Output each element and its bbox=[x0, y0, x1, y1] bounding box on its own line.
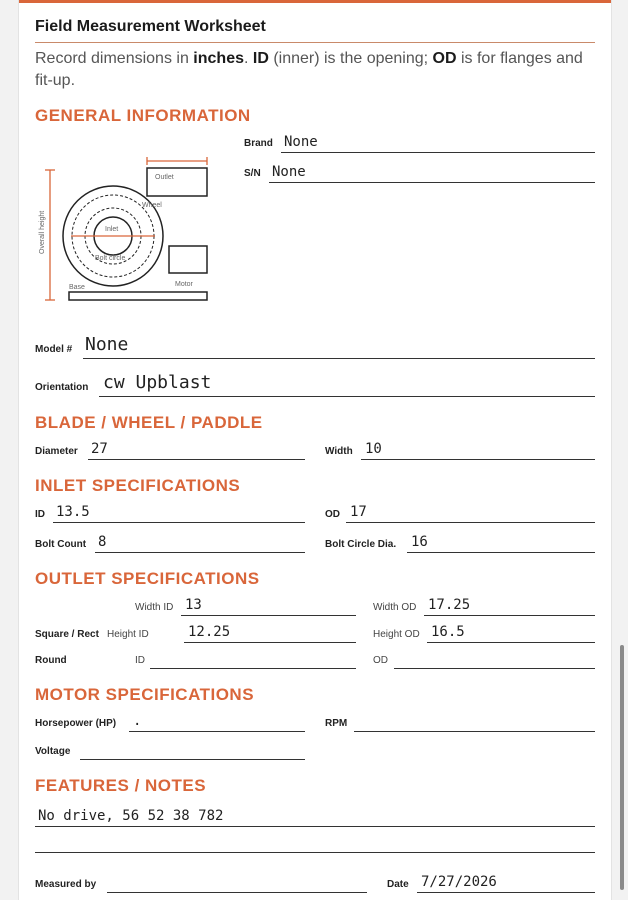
height-id-label: Height ID bbox=[107, 629, 149, 640]
rpm-field[interactable] bbox=[354, 731, 595, 732]
square-rect-label: Square / Rect bbox=[35, 629, 99, 640]
sn-value[interactable]: None bbox=[272, 164, 306, 180]
notes-line-1-value[interactable]: No drive, 56 52 38 782 bbox=[38, 808, 224, 824]
width-id-field[interactable] bbox=[181, 615, 356, 616]
width-id-label: Width ID bbox=[135, 602, 174, 613]
brand-value[interactable]: None bbox=[284, 134, 318, 150]
inlet-od-field[interactable] bbox=[346, 522, 595, 523]
section-blade-heading: BLADE / WHEEL / PADDLE bbox=[35, 413, 263, 432]
inlet-id-field[interactable] bbox=[53, 522, 305, 523]
diagram-overall-height-label: Overall height bbox=[39, 210, 46, 254]
round-od-label: OD bbox=[373, 655, 388, 666]
width-id-value[interactable]: 13 bbox=[185, 597, 202, 613]
measured-by-field[interactable] bbox=[107, 892, 367, 893]
worksheet-page bbox=[18, 0, 612, 900]
diagram-bolt-circle-label: Bolt circle bbox=[95, 255, 126, 262]
vertical-scrollbar[interactable] bbox=[620, 645, 624, 890]
orientation-value[interactable]: cw Upblast bbox=[103, 372, 212, 393]
date-label: Date bbox=[387, 879, 409, 890]
bolt-circle-value[interactable]: 16 bbox=[411, 534, 428, 550]
orientation-field[interactable] bbox=[99, 396, 595, 397]
section-inlet-heading: INLET SPECIFICATIONS bbox=[35, 476, 241, 495]
height-od-label: Height OD bbox=[373, 629, 420, 640]
inlet-id-label: ID bbox=[35, 509, 45, 520]
hp-field[interactable] bbox=[129, 731, 305, 732]
height-od-field[interactable] bbox=[427, 642, 595, 643]
intro-text: Record dimensions in inches. ID (inner) is the opening; OD is for flanges and fit-up. bbox=[35, 50, 583, 89]
model-label: Model # bbox=[35, 344, 73, 355]
diagram-base-label: Base bbox=[69, 284, 85, 291]
width-od-label: Width OD bbox=[373, 602, 417, 613]
fan-diagram bbox=[33, 152, 219, 304]
width-label: Width bbox=[325, 446, 353, 457]
inlet-od-value[interactable]: 17 bbox=[350, 504, 367, 520]
section-features-heading: FEATURES / NOTES bbox=[35, 776, 207, 795]
notes-line-1[interactable] bbox=[35, 826, 595, 827]
hp-label: Horsepower (HP) bbox=[35, 718, 117, 729]
bolt-circle-field[interactable] bbox=[407, 552, 595, 553]
sn-label: S/N bbox=[244, 168, 261, 179]
round-label: Round bbox=[35, 655, 67, 666]
sn-field[interactable] bbox=[269, 182, 595, 183]
date-field[interactable] bbox=[417, 892, 595, 893]
model-value[interactable]: None bbox=[85, 334, 129, 355]
brand-label: Brand bbox=[244, 138, 273, 149]
diagram-motor-label: Motor bbox=[175, 281, 193, 288]
width-od-value[interactable]: 17.25 bbox=[428, 597, 471, 613]
width-field[interactable] bbox=[361, 459, 595, 460]
notes-line-2[interactable] bbox=[35, 852, 595, 853]
intro-od: OD bbox=[432, 50, 457, 67]
round-id-label: ID bbox=[135, 655, 145, 666]
section-general-heading: GENERAL INFORMATION bbox=[35, 106, 251, 125]
inlet-id-value[interactable]: 13.5 bbox=[56, 504, 90, 520]
bolt-count-field[interactable] bbox=[95, 552, 305, 553]
inlet-od-label: OD bbox=[325, 509, 340, 520]
section-outlet-heading: OUTLET SPECIFICATIONS bbox=[35, 569, 260, 588]
intro-inches: inches bbox=[193, 50, 244, 67]
orientation-label: Orientation bbox=[35, 382, 89, 393]
round-id-field[interactable] bbox=[150, 668, 356, 669]
model-field[interactable] bbox=[83, 358, 595, 359]
width-value[interactable]: 10 bbox=[365, 441, 382, 457]
page-title: Field Measurement Worksheet bbox=[35, 18, 266, 35]
diameter-value[interactable]: 27 bbox=[91, 441, 108, 457]
width-od-field[interactable] bbox=[424, 615, 595, 616]
date-value[interactable]: 7/27/2026 bbox=[421, 874, 497, 890]
measured-by-label: Measured by bbox=[35, 879, 97, 890]
diagram-wheel-label: Wheel bbox=[142, 202, 162, 209]
hp-value[interactable]: . bbox=[133, 713, 142, 729]
diameter-label: Diameter bbox=[35, 446, 78, 457]
bolt-count-label: Bolt Count bbox=[35, 539, 87, 550]
diagram-outlet-label: Outlet bbox=[155, 174, 174, 181]
bolt-circle-label: Bolt Circle Dia. bbox=[325, 539, 397, 550]
section-motor-heading: MOTOR SPECIFICATIONS bbox=[35, 685, 255, 704]
title-divider bbox=[35, 42, 595, 43]
height-id-field[interactable] bbox=[184, 642, 356, 643]
voltage-label: Voltage bbox=[35, 746, 71, 757]
height-od-value[interactable]: 16.5 bbox=[431, 624, 465, 640]
diagram-inlet-label: Inlet bbox=[105, 226, 119, 233]
rpm-label: RPM bbox=[325, 718, 348, 729]
diameter-field[interactable] bbox=[88, 459, 305, 460]
brand-field[interactable] bbox=[281, 152, 595, 153]
round-od-field[interactable] bbox=[394, 668, 595, 669]
voltage-field[interactable] bbox=[80, 759, 305, 760]
top-accent-bar bbox=[19, 0, 611, 3]
bolt-count-value[interactable]: 8 bbox=[98, 534, 107, 550]
intro-id: ID bbox=[252, 50, 269, 67]
height-id-value[interactable]: 12.25 bbox=[188, 624, 231, 640]
